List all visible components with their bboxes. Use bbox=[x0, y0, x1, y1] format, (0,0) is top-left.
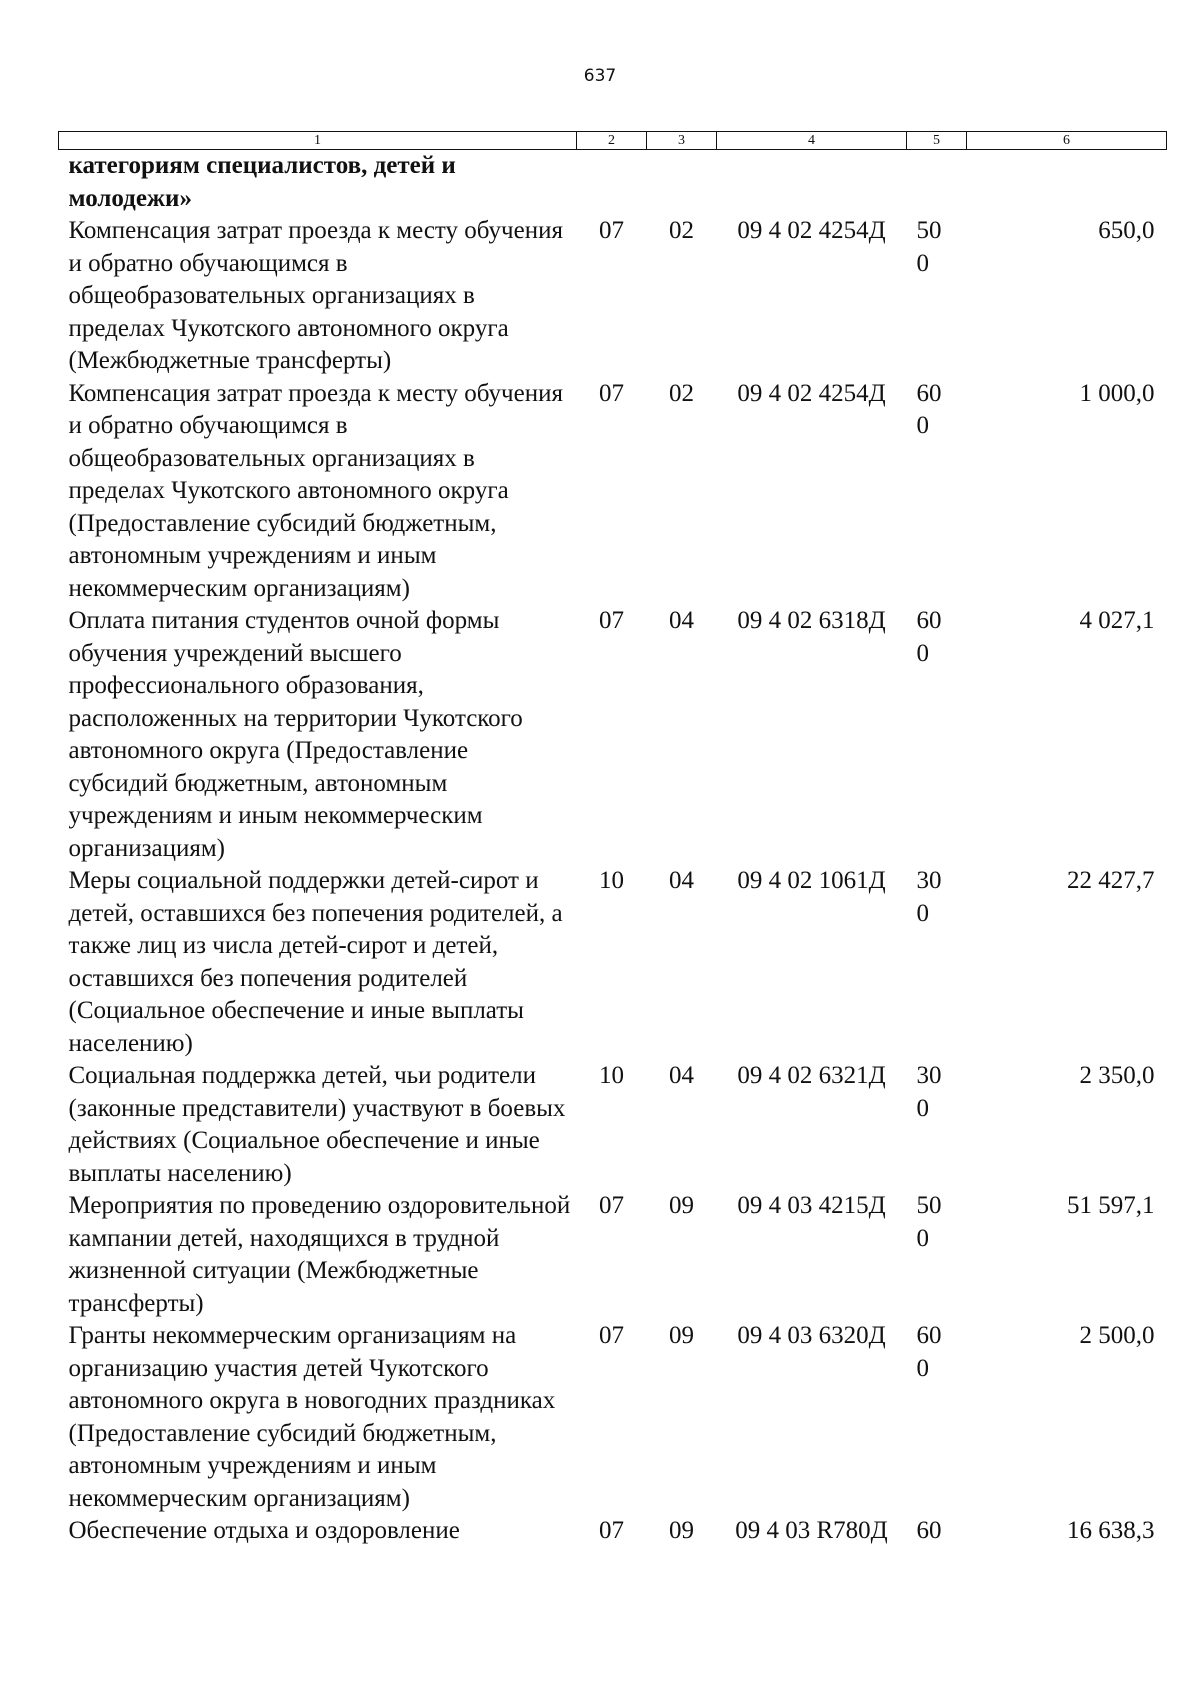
table-row bbox=[59, 865, 1167, 1060]
item-name: Обеспечение отдыха и оздоровление bbox=[68, 1517, 460, 1544]
column-header: 1 bbox=[59, 132, 577, 150]
target-article-code: 09 4 02 6321Д bbox=[737, 1062, 886, 1089]
subsection-code: 04 bbox=[669, 867, 694, 894]
page-number: 637 bbox=[583, 66, 617, 86]
section-code: 07 bbox=[599, 217, 624, 244]
section-code bbox=[577, 150, 647, 216]
expense-type-code: 30 0 bbox=[916, 1062, 942, 1122]
item-name: Меры социальной поддержки детей-сирот и детей, оставшихся без попечения родителей, а также лиц из числа детей-сирот и детей, оставшихся без попечения родителей (Социальное обеспечение и иные выплаты населению) bbox=[68, 867, 563, 1057]
target-article-code: 09 4 03 R780Д bbox=[735, 1517, 888, 1544]
amount-value: 2 350,0 bbox=[1079, 1062, 1155, 1089]
column-header: 6 bbox=[967, 132, 1167, 150]
target-article-code: 09 4 03 4215Д bbox=[737, 1192, 886, 1219]
subsection-code: 09 bbox=[669, 1192, 694, 1219]
table-row bbox=[59, 1320, 1167, 1515]
target-article-code bbox=[717, 150, 907, 216]
target-article-code: 09 4 02 4254Д bbox=[737, 217, 886, 244]
subsection-code: 04 bbox=[669, 1062, 694, 1089]
section-code: 07 bbox=[599, 379, 624, 407]
amount-value: 22 427,7 bbox=[1067, 867, 1155, 894]
item-name: Социальная поддержка детей, чьи родители (законные представители) участвуют в боевых действиях (Социальное обеспечение и иные выплаты населению) bbox=[68, 1062, 566, 1187]
expense-type-code: 60 bbox=[916, 1517, 942, 1544]
subsection-code: 09 bbox=[669, 1322, 694, 1349]
column-header: 5 bbox=[907, 132, 967, 150]
expense-type-code: 30 0 bbox=[916, 867, 942, 927]
column-header: 3 bbox=[647, 132, 717, 150]
table-row bbox=[59, 1060, 1167, 1190]
table-row bbox=[59, 378, 1167, 606]
expense-type-code bbox=[907, 150, 967, 216]
amount-value: 16 638,3 bbox=[1067, 1517, 1155, 1544]
item-name: Компенсация затрат проезда к месту обучения и обратно обучающимся в общеобразовательных организациях в пределах Чукотского автономного округа (Межбюджетные трансферты) bbox=[68, 217, 563, 374]
table-row bbox=[59, 215, 1167, 378]
expense-type-code: 60 0 bbox=[916, 379, 942, 439]
target-article-code: 09 4 02 4254Д bbox=[737, 379, 886, 407]
subsection-code: 04 bbox=[669, 607, 694, 634]
expense-type-code: 60 0 bbox=[916, 1322, 942, 1382]
section-code: 07 bbox=[599, 1517, 624, 1544]
subsection-code: 02 bbox=[669, 379, 694, 407]
amount-value: 1 000,0 bbox=[1079, 379, 1155, 407]
item-name: Мероприятия по проведению оздоровительной кампании детей, находящихся в трудной жизненной ситуации (Межбюджетные трансферты) bbox=[68, 1192, 571, 1317]
subsection-code bbox=[647, 150, 717, 216]
table-row bbox=[59, 1515, 1167, 1548]
table-row bbox=[59, 605, 1167, 865]
subsection-code: 02 bbox=[669, 217, 694, 244]
subsection-code: 09 bbox=[669, 1517, 694, 1544]
item-name: категориям специалистов, детей и молодежи» bbox=[68, 152, 456, 212]
target-article-code: 09 4 02 6318Д bbox=[737, 607, 886, 634]
column-number-row bbox=[59, 132, 1167, 150]
section-code: 07 bbox=[599, 1192, 624, 1219]
item-name: Оплата питания студентов очной формы обучения учреждений высшего профессионального образования, расположенных на территории Чукотского автономного округа (Предоставление субсидий бюджетным, автономным учреждениям и иным некоммерческим организациям) bbox=[68, 607, 523, 862]
section-code: 07 bbox=[599, 607, 624, 634]
table-row bbox=[59, 150, 1167, 216]
column-header: 4 bbox=[717, 132, 907, 150]
section-code: 10 bbox=[599, 1062, 624, 1089]
amount-value: 51 597,1 bbox=[1067, 1192, 1155, 1219]
target-article-code: 09 4 02 1061Д bbox=[737, 867, 886, 894]
column-header: 2 bbox=[577, 132, 647, 150]
expense-type-code: 50 0 bbox=[916, 217, 942, 277]
expense-type-code: 60 0 bbox=[916, 607, 942, 667]
item-name: Компенсация затрат проезда к месту обучения и обратно обучающимся в общеобразовательных организациях в пределах Чукотского автономного округа (Предоставление субсидий бюджетным, автономным учреждениям и иным некоммерческим организациям) bbox=[68, 379, 563, 602]
section-code: 07 bbox=[599, 1322, 624, 1349]
target-article-code: 09 4 03 6320Д bbox=[737, 1322, 886, 1349]
item-name: Гранты некоммерческим организациям на организацию участия детей Чукотского автономного округа в новогодних праздниках (Предоставление субсидий бюджетным, автономным учреждениям и иным некоммерческим организациям) bbox=[68, 1322, 556, 1512]
table-row bbox=[59, 1190, 1167, 1320]
amount-value: 2 500,0 bbox=[1079, 1322, 1155, 1349]
amount-value: 4 027,1 bbox=[1079, 607, 1155, 634]
amount-value bbox=[967, 150, 1167, 216]
table-body bbox=[59, 150, 1167, 1548]
budget-table bbox=[58, 131, 1167, 1548]
amount-value: 650,0 bbox=[1098, 217, 1155, 244]
section-code: 10 bbox=[599, 867, 624, 894]
expense-type-code: 50 0 bbox=[916, 1192, 942, 1252]
